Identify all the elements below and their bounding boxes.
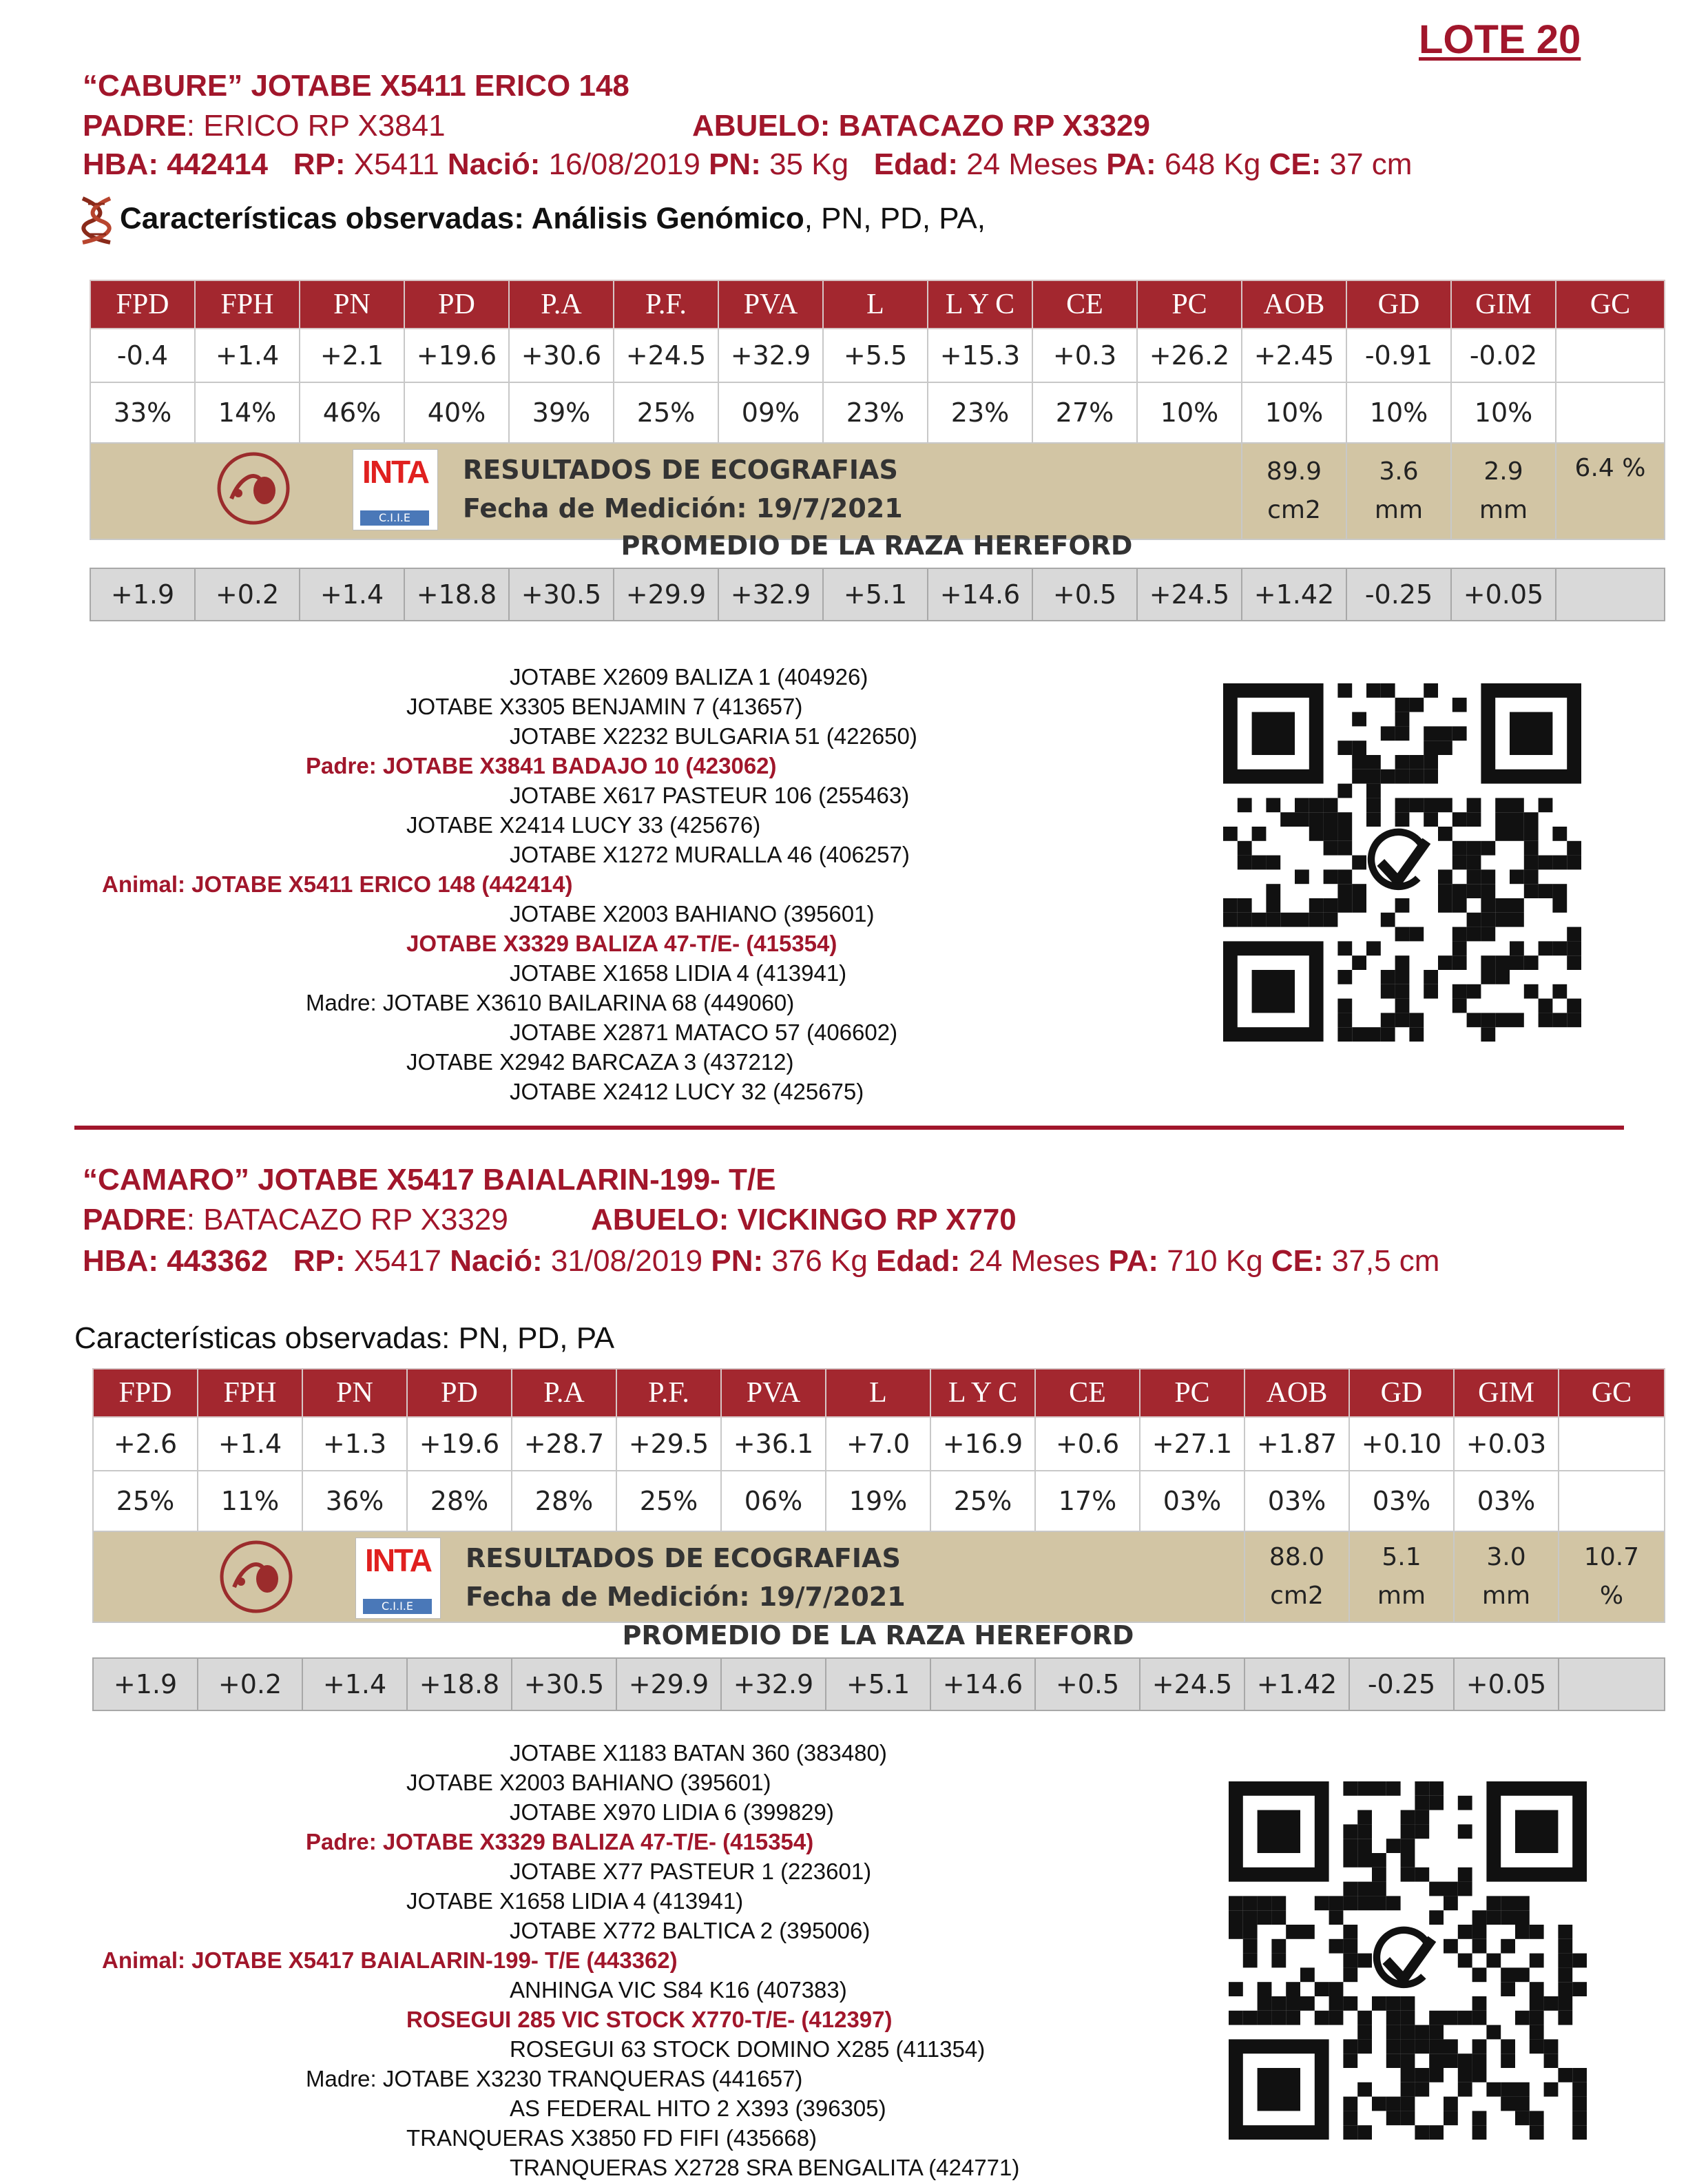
pedigree-entry: AS FEDERAL HITO 2 X393 (396305): [510, 2096, 886, 2121]
abuelo-line: ABUELO: BATACAZO RP X3329: [692, 109, 1150, 143]
epd-value: +0.03: [1454, 1417, 1559, 1471]
epd-value: +19.6: [404, 329, 509, 382]
pedigree-entry: JOTABE X2871 MATACO 57 (406602): [510, 1020, 898, 1045]
info-line: HBA: 443362 RP: X5417 Nació: 31/08/2019 PN: 376 Kg Edad: 24 Meses PA: 710 Kg CE: 37,5 cm: [83, 1244, 1440, 1278]
breed-average-table: [92, 1657, 1665, 1711]
avg-value: +0.05: [1451, 568, 1556, 621]
avg-value: +0.2: [195, 568, 300, 621]
accuracy-value: 17%: [1035, 1471, 1140, 1531]
accuracy-value: 40%: [404, 382, 509, 443]
epd-value: +5.5: [823, 329, 928, 382]
epd-value: +19.6: [407, 1417, 512, 1471]
avg-value: +24.5: [1137, 568, 1242, 621]
epd-value: +1.4: [198, 1417, 302, 1471]
pedigree-entry: JOTABE X1183 BATAN 360 (383480): [510, 1740, 887, 1766]
accuracy-value: 11%: [198, 1471, 302, 1531]
col-header: L Y C: [928, 280, 1032, 329]
avg-value: +18.8: [404, 568, 509, 621]
epd-value: +32.9: [718, 329, 823, 382]
gim-ultrasound: 2.9 mm: [1451, 443, 1556, 539]
accuracy-value: 19%: [826, 1471, 930, 1531]
col-header: PD: [404, 280, 509, 329]
gd-ultrasound: 3.6 mm: [1346, 443, 1451, 539]
col-header: L Y C: [930, 1369, 1035, 1417]
pedigree-maternal-grandsire: JOTABE X3329 BALIZA 47-T/E- (415354): [406, 931, 837, 956]
col-header: L: [823, 280, 928, 329]
accuracy-value: 10%: [1451, 382, 1556, 443]
col-header: PN: [300, 280, 404, 329]
pedigree-dam: Madre: JOTABE X3610 BAILARINA 68 (449060): [306, 990, 795, 1015]
avg-value: +29.9: [614, 568, 718, 621]
pedigree-entry: JOTABE X2412 LUCY 32 (425675): [510, 1079, 864, 1104]
accuracy-value: 03%: [1244, 1471, 1349, 1531]
epd-value: +36.1: [721, 1417, 826, 1471]
epd-value: +16.9: [930, 1417, 1035, 1471]
epd-value: [1559, 1417, 1665, 1471]
epd-value: +0.6: [1035, 1417, 1140, 1471]
breed-average-table: [90, 568, 1665, 621]
ultrasound-icon: [215, 1539, 298, 1615]
aob-ultrasound: 89.9 cm2: [1242, 443, 1346, 539]
lot-number: LOTE 20: [1419, 17, 1581, 62]
inta-logo: INTA C.I.I.E: [355, 1538, 441, 1619]
ultrasound-title: RESULTADOS DE ECOGRAFIAS: [463, 455, 898, 485]
epd-header-row: [93, 1369, 1665, 1417]
accuracy-value: 23%: [823, 382, 928, 443]
ultrasound-date: Fecha de Medición: 19/7/2021: [463, 493, 903, 524]
dna-icon: [77, 196, 116, 245]
pedigree-entry: JOTABE X2232 BULGARIA 51 (422650): [510, 723, 917, 749]
padre-line: PADRE: BATACAZO RP X3329: [83, 1203, 508, 1237]
avg-value: +0.2: [198, 1658, 302, 1710]
accuracy-value: 33%: [90, 382, 195, 443]
accuracy-value: 10%: [1242, 382, 1346, 443]
accuracy-value: [1559, 1471, 1665, 1531]
pedigree-entry: JOTABE X2003 BAHIANO (395601): [510, 901, 875, 927]
info-line: HBA: 442414 RP: X5411 Nació: 16/08/2019 PN: 35 Kg Edad: 24 Meses PA: 648 Kg CE: 37 cm: [83, 147, 1413, 181]
pedigree-entry: JOTABE X2942 BARCAZA 3 (437212): [406, 1049, 794, 1075]
col-header: PD: [407, 1369, 512, 1417]
pedigree-entry: JOTABE X2609 BALIZA 1 (404926): [510, 664, 868, 690]
epd-value: +2.45: [1242, 329, 1346, 382]
col-header: GC: [1559, 1369, 1665, 1417]
pedigree-entry: ROSEGUI 63 STOCK DOMINO X285 (411354): [510, 2036, 986, 2062]
pedigree-entry: JOTABE X2003 BAHIANO (395601): [406, 1770, 771, 1795]
epd-value: +1.87: [1244, 1417, 1349, 1471]
col-header: AOB: [1242, 280, 1346, 329]
epd-value: -0.91: [1346, 329, 1451, 382]
epd-value: +29.5: [616, 1417, 721, 1471]
accuracy-value: [1556, 382, 1665, 443]
avg-value: +30.5: [509, 568, 614, 621]
avg-value: +30.5: [512, 1658, 616, 1710]
avg-value: -0.25: [1349, 1658, 1454, 1710]
epd-value: +15.3: [928, 329, 1032, 382]
gim-ultrasound: 3.0 mm: [1454, 1531, 1559, 1622]
col-header: CE: [1032, 280, 1137, 329]
padre-line: PADRE: ERICO RP X3841: [83, 109, 446, 143]
epd-value: +30.6: [509, 329, 614, 382]
avg-value: +0.05: [1454, 1658, 1559, 1710]
pedigree-entry: JOTABE X3305 BENJAMIN 7 (413657): [406, 694, 803, 719]
accuracy-value: 36%: [302, 1471, 407, 1531]
avg-value: +1.42: [1242, 568, 1346, 621]
col-header: FPH: [195, 280, 300, 329]
epd-value: +1.4: [195, 329, 300, 382]
ultrasound-row: [90, 443, 1665, 539]
epd-accuracy-row: [93, 1471, 1665, 1531]
epd-value: +28.7: [512, 1417, 616, 1471]
col-header: P.F.: [616, 1369, 721, 1417]
animal-title: “CABURE” JOTABE X5411 ERICO 148: [83, 69, 629, 103]
epd-value: +26.2: [1137, 329, 1242, 382]
epd-value: +2.1: [300, 329, 404, 382]
pedigree-entry: JOTABE X77 PASTEUR 1 (223601): [510, 1859, 872, 1884]
breed-average-title: PROMEDIO DE LA RAZA HEREFORD: [622, 1620, 1134, 1651]
col-header: PC: [1137, 280, 1242, 329]
epd-value: -0.4: [90, 329, 195, 382]
pedigree-entry: JOTABE X1272 MURALLA 46 (406257): [510, 842, 910, 867]
avg-value: [1556, 568, 1665, 621]
avg-value: +1.4: [300, 568, 404, 621]
pedigree-entry: JOTABE X2414 LUCY 33 (425676): [406, 812, 761, 838]
col-header: PVA: [721, 1369, 826, 1417]
accuracy-value: 03%: [1140, 1471, 1244, 1531]
col-header: GIM: [1454, 1369, 1559, 1417]
abuelo-line: ABUELO: VICKINGO RP X770: [591, 1203, 1017, 1237]
col-header: PVA: [718, 280, 823, 329]
avg-value: +1.9: [90, 568, 195, 621]
epd-table: [90, 280, 1665, 540]
avg-value: +29.9: [616, 1658, 721, 1710]
accuracy-value: 03%: [1349, 1471, 1454, 1531]
accuracy-value: 06%: [721, 1471, 826, 1531]
epd-accuracy-row: [90, 382, 1665, 443]
avg-value: +1.42: [1244, 1658, 1349, 1710]
accuracy-value: 27%: [1032, 382, 1137, 443]
aob-ultrasound: 88.0 cm2: [1244, 1531, 1349, 1622]
avg-value: -0.25: [1346, 568, 1451, 621]
avg-value: +1.4: [302, 1658, 407, 1710]
observed-characteristics: Características observadas: PN, PD, PA: [74, 1321, 615, 1355]
col-header: CE: [1035, 1369, 1140, 1417]
avg-value: +24.5: [1140, 1658, 1244, 1710]
accuracy-value: 25%: [616, 1471, 721, 1531]
pedigree-entry: JOTABE X772 BALTICA 2 (395006): [510, 1918, 871, 1943]
accuracy-value: 25%: [93, 1471, 198, 1531]
avg-value: +18.8: [407, 1658, 512, 1710]
avg-value: +14.6: [928, 568, 1032, 621]
pedigree-entry: JOTABE X1658 LIDIA 4 (413941): [510, 960, 847, 986]
pedigree-entry: TRANQUERAS X2728 SRA BENGALITA (424771): [510, 2155, 1020, 2180]
accuracy-value: 39%: [509, 382, 614, 443]
col-header: GD: [1346, 280, 1451, 329]
accuracy-value: 25%: [614, 382, 718, 443]
avg-value: +14.6: [930, 1658, 1035, 1710]
col-header: PC: [1140, 1369, 1244, 1417]
epd-value: +0.10: [1349, 1417, 1454, 1471]
col-header: P.F.: [614, 280, 718, 329]
accuracy-value: 10%: [1346, 382, 1451, 443]
accuracy-value: 46%: [300, 382, 404, 443]
avg-value: +5.1: [823, 568, 928, 621]
pedigree-maternal-grandsire: ROSEGUI 285 VIC STOCK X770-T/E- (412397): [406, 2007, 893, 2032]
pedigree-sire: Padre: JOTABE X3329 BALIZA 47-T/E- (415354): [306, 1829, 814, 1854]
avg-value: +32.9: [718, 568, 823, 621]
avg-value: +0.5: [1032, 568, 1137, 621]
epd-header-row: [90, 280, 1665, 329]
col-header: FPD: [90, 280, 195, 329]
ultrasound-date: Fecha de Medición: 19/7/2021: [466, 1582, 906, 1612]
gc-ultrasound: 6.4 %: [1556, 443, 1665, 539]
gd-ultrasound: 5.1 mm: [1349, 1531, 1454, 1622]
col-header: P.A: [512, 1369, 616, 1417]
avg-value: [1559, 1658, 1665, 1710]
pedigree-entry: JOTABE X1658 LIDIA 4 (413941): [406, 1888, 744, 1914]
accuracy-value: 25%: [930, 1471, 1035, 1531]
accuracy-value: 28%: [407, 1471, 512, 1531]
col-header: FPD: [93, 1369, 198, 1417]
avg-value: +0.5: [1035, 1658, 1140, 1710]
pedigree-dam: Madre: JOTABE X3230 TRANQUERAS (441657): [306, 2066, 803, 2091]
breed-average-title: PROMEDIO DE LA RAZA HEREFORD: [621, 530, 1133, 561]
ultrasound-label-cell: [90, 443, 1242, 539]
epd-values-row: [93, 1417, 1665, 1471]
ultrasound-icon: [212, 451, 295, 526]
qr-code[interactable]: [1223, 683, 1581, 1042]
epd-value: -0.02: [1451, 329, 1556, 382]
col-header: P.A: [509, 280, 614, 329]
epd-value: +2.6: [93, 1417, 198, 1471]
accuracy-value: 23%: [928, 382, 1032, 443]
col-header: L: [826, 1369, 930, 1417]
epd-table: [92, 1368, 1665, 1623]
avg-value: +5.1: [826, 1658, 930, 1710]
accuracy-value: 28%: [512, 1471, 616, 1531]
pedigree-entry: ANHINGA VIC S84 K16 (407383): [510, 1977, 847, 2003]
accuracy-value: 03%: [1454, 1471, 1559, 1531]
accuracy-value: 14%: [195, 382, 300, 443]
epd-value: +7.0: [826, 1417, 930, 1471]
ultrasound-label-cell: [93, 1531, 1244, 1622]
accuracy-value: 09%: [718, 382, 823, 443]
epd-values-row: [90, 329, 1665, 382]
inta-logo: INTA C.I.I.E: [353, 449, 438, 530]
epd-value: +24.5: [614, 329, 718, 382]
col-header: GC: [1556, 280, 1665, 329]
ultrasound-title: RESULTADOS DE ECOGRAFIAS: [466, 1543, 901, 1573]
pedigree-animal: Animal: JOTABE X5417 BAIALARIN-199- T/E (443362): [102, 1947, 678, 1973]
pedigree-sire: Padre: JOTABE X3841 BADAJO 10 (423062): [306, 753, 777, 778]
pedigree-animal: Animal: JOTABE X5411 ERICO 148 (442414): [102, 871, 573, 897]
epd-value: +1.3: [302, 1417, 407, 1471]
epd-value: [1556, 329, 1665, 382]
pedigree-entry: JOTABE X617 PASTEUR 106 (255463): [510, 783, 910, 808]
pedigree-entry: TRANQUERAS X3850 FD FIFI (435668): [406, 2125, 817, 2151]
col-header: PN: [302, 1369, 407, 1417]
qr-code[interactable]: [1229, 1781, 1587, 2140]
animal-title: “CAMARO” JOTABE X5417 BAIALARIN-199- T/E: [83, 1163, 776, 1197]
epd-value: +27.1: [1140, 1417, 1244, 1471]
avg-value: +1.9: [93, 1658, 198, 1710]
col-header: GIM: [1451, 280, 1556, 329]
epd-value: +0.3: [1032, 329, 1137, 382]
section-divider: [74, 1126, 1624, 1130]
avg-value: +32.9: [721, 1658, 826, 1710]
col-header: FPH: [198, 1369, 302, 1417]
ultrasound-row: [93, 1531, 1665, 1622]
gc-ultrasound: 10.7 %: [1559, 1531, 1665, 1622]
pedigree-entry: JOTABE X970 LIDIA 6 (399829): [510, 1799, 834, 1825]
accuracy-value: 10%: [1137, 382, 1242, 443]
observed-characteristics: Características observadas: Análisis Genómico, PN, PD, PA,: [77, 196, 986, 245]
col-header: GD: [1349, 1369, 1454, 1417]
col-header: AOB: [1244, 1369, 1349, 1417]
